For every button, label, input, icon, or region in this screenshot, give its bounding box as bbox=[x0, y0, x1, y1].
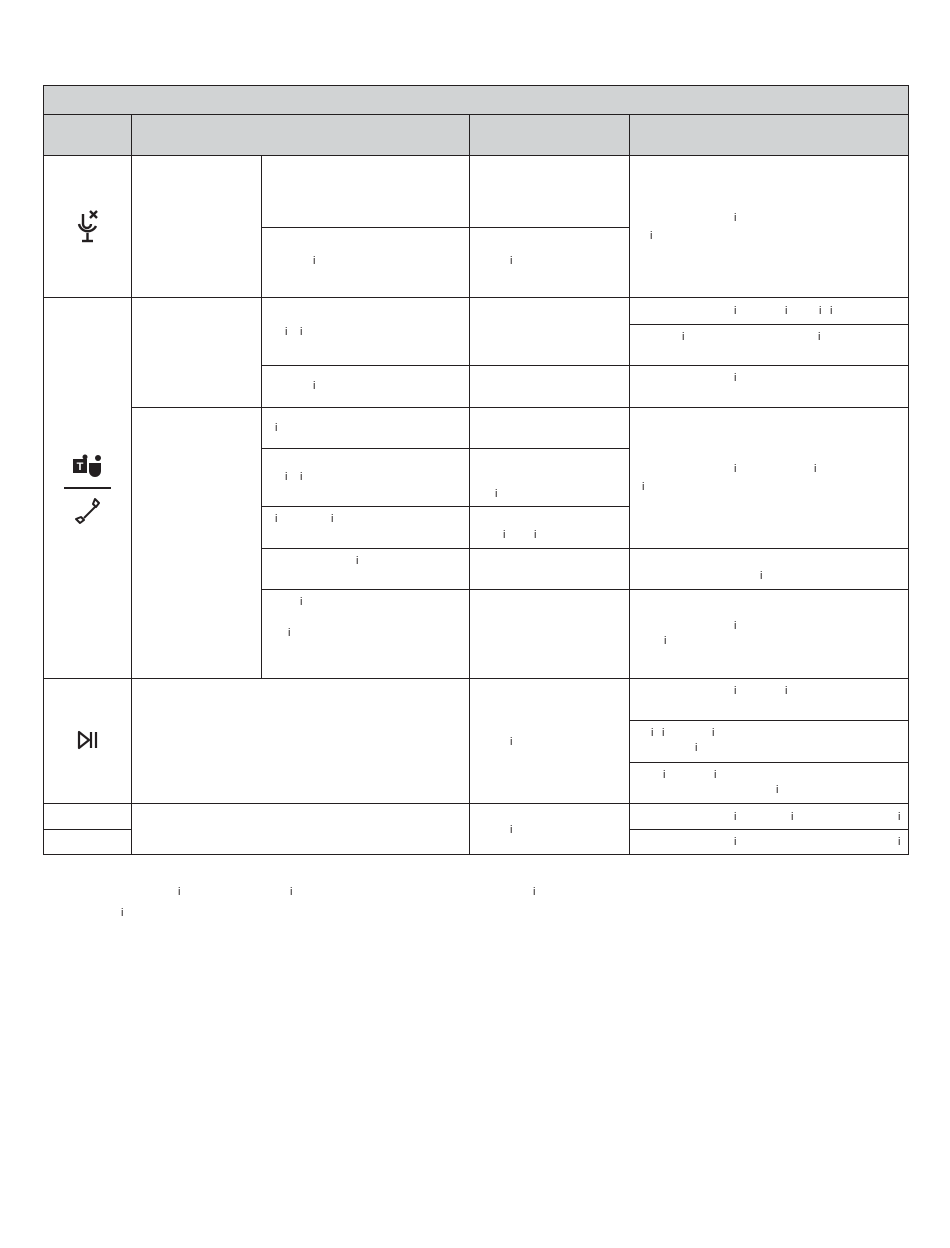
cell-text: i bbox=[785, 305, 788, 317]
play-pause-icon bbox=[77, 730, 99, 750]
cell-text: i bbox=[275, 513, 278, 525]
cell-text: i bbox=[356, 555, 359, 567]
cell-text: i bbox=[734, 305, 737, 317]
cell-text: i bbox=[898, 836, 901, 848]
cell-text: i bbox=[313, 380, 316, 392]
mic-muted-icon bbox=[75, 210, 101, 244]
cell-text: i bbox=[642, 481, 645, 493]
cell-text: i bbox=[734, 463, 737, 475]
cell-text: i bbox=[313, 255, 316, 267]
cell-text: i bbox=[776, 784, 779, 796]
cell-text: i bbox=[734, 372, 737, 384]
footnote-text: i bbox=[533, 886, 536, 898]
cell-text: i bbox=[760, 570, 763, 582]
footnote-text: i bbox=[178, 886, 181, 898]
cell-text: i bbox=[300, 596, 303, 608]
cell-text: i bbox=[898, 811, 901, 823]
cell-text: i bbox=[663, 769, 666, 781]
cell-text: i bbox=[830, 305, 833, 317]
footnote-text: i bbox=[121, 907, 124, 919]
table-header bbox=[43, 85, 909, 155]
cell-text: i bbox=[791, 811, 794, 823]
cell-text: i bbox=[734, 212, 737, 224]
cell-text: i bbox=[785, 685, 788, 697]
teams-badge: T bbox=[76, 461, 84, 473]
cell-text: i bbox=[734, 836, 737, 848]
cell-text: i bbox=[285, 471, 288, 483]
cell-text: i bbox=[734, 811, 737, 823]
cell-text: i bbox=[534, 529, 537, 541]
cell-text: i bbox=[819, 305, 822, 317]
cell-text: i bbox=[664, 635, 667, 647]
cell-text: i bbox=[651, 727, 654, 739]
cell-text: i bbox=[300, 326, 303, 338]
cell-text: i bbox=[818, 331, 821, 343]
cell-text: i bbox=[331, 513, 334, 525]
cell-text: i bbox=[814, 463, 817, 475]
cell-text: i bbox=[285, 326, 288, 338]
button-function-table bbox=[43, 85, 909, 855]
cell-text: i bbox=[682, 331, 685, 343]
cell-text: i bbox=[503, 529, 506, 541]
teams-logo-icon bbox=[71, 454, 105, 480]
cell-text: i bbox=[300, 471, 303, 483]
cell-text: i bbox=[275, 422, 278, 434]
icon-divider bbox=[64, 487, 111, 489]
cell-text: i bbox=[662, 727, 665, 739]
cell-text: i bbox=[734, 620, 737, 632]
phone-handset-icon bbox=[73, 495, 103, 525]
cell-text: i bbox=[734, 685, 737, 697]
footnote-text: i bbox=[290, 886, 293, 898]
cell-text: i bbox=[650, 230, 653, 242]
cell-text: i bbox=[510, 736, 513, 748]
cell-text: i bbox=[510, 255, 513, 267]
cell-text: i bbox=[712, 727, 715, 739]
cell-text: i bbox=[695, 742, 698, 754]
cell-text: i bbox=[495, 488, 498, 500]
cell-text: i bbox=[510, 824, 513, 836]
cell-text: i bbox=[714, 769, 717, 781]
cell-text: i bbox=[288, 627, 291, 639]
